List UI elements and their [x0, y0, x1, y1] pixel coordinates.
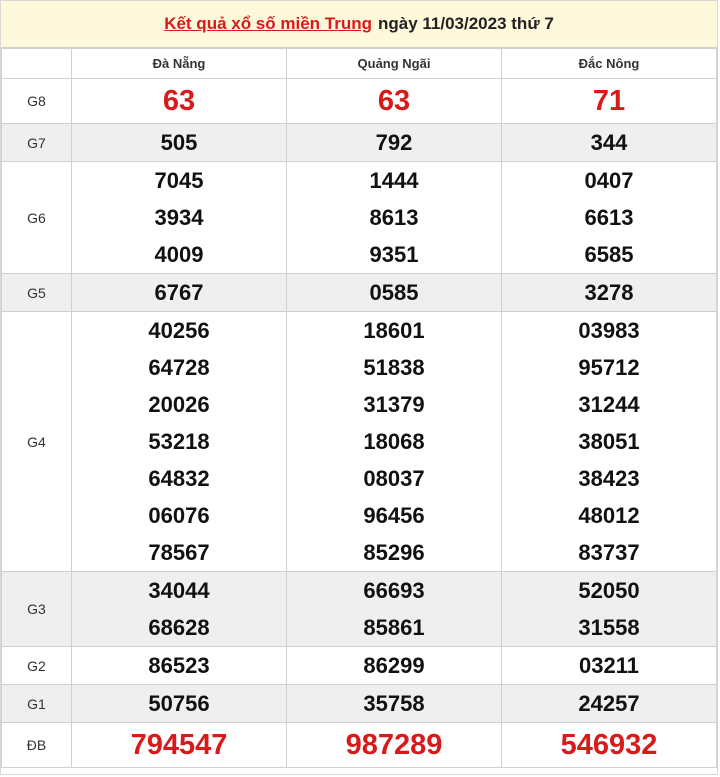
- prize-row-g1: [2, 685, 717, 723]
- prize-cell: [502, 79, 717, 124]
- results-title: [1, 1, 717, 48]
- prize-number: 31379: [363, 392, 425, 417]
- prize-cell: [287, 572, 502, 647]
- prize-number: 63: [162, 85, 196, 117]
- prize-number: 3278: [584, 280, 634, 305]
- prize-row-g3: [2, 572, 717, 647]
- prize-number: 63: [377, 85, 411, 117]
- prize-number: 1444: [369, 168, 419, 193]
- prize-number: 50756: [148, 691, 210, 716]
- prize-number: 96456: [363, 503, 425, 528]
- prize-row-db: [2, 723, 717, 768]
- prize-number: 51838: [363, 355, 425, 380]
- prize-cell: [287, 312, 502, 572]
- prize-cell: [72, 79, 287, 124]
- prize-number: 48012: [578, 503, 640, 528]
- prize-number: 95712: [578, 355, 640, 380]
- prize-number: 86299: [363, 653, 425, 678]
- prize-cell: [72, 647, 287, 685]
- prize-label: G8: [2, 79, 72, 124]
- prize-row-g7: [2, 124, 717, 162]
- province-header: Quảng Ngãi: [287, 49, 502, 79]
- prize-cell: [287, 162, 502, 274]
- prize-label: G6: [2, 162, 72, 274]
- header-row: [2, 49, 717, 79]
- prize-number: 06076: [148, 503, 210, 528]
- prize-row-g8: [2, 79, 717, 124]
- prize-label: G3: [2, 572, 72, 647]
- prize-cell: [287, 274, 502, 312]
- prize-cell: [72, 312, 287, 572]
- prize-cell: [72, 685, 287, 723]
- prize-cell: [287, 685, 502, 723]
- prize-cell: [72, 572, 287, 647]
- prize-number: 86523: [148, 653, 210, 678]
- prize-number: 18068: [363, 429, 425, 454]
- prize-label: ĐB: [2, 723, 72, 768]
- prize-number: 24257: [578, 691, 640, 716]
- prize-row-g4: [2, 312, 717, 572]
- prize-label: G4: [2, 312, 72, 572]
- prize-number: 546932: [560, 729, 658, 761]
- prize-number: 6767: [154, 280, 204, 305]
- prize-number: 505: [160, 130, 198, 155]
- prize-cell: [502, 572, 717, 647]
- prize-number: 987289: [345, 729, 443, 761]
- prize-number: 08037: [363, 466, 425, 491]
- prize-number: 6613: [584, 205, 634, 230]
- header-blank: [2, 49, 72, 79]
- prize-cell: [72, 162, 287, 274]
- prize-number: 53218: [148, 429, 210, 454]
- prize-number: 31244: [578, 392, 640, 417]
- prize-number: 03983: [578, 318, 640, 343]
- prize-cell: [72, 274, 287, 312]
- prize-row-g5: [2, 274, 717, 312]
- prize-cell: [72, 723, 287, 768]
- prize-number: 38423: [578, 466, 640, 491]
- prize-row-g2: [2, 647, 717, 685]
- prize-cell: [502, 162, 717, 274]
- prize-cell: [287, 647, 502, 685]
- prize-number: 52050: [578, 578, 640, 603]
- prize-number: 9351: [369, 242, 419, 267]
- prize-number: 6585: [584, 242, 634, 267]
- prize-number: 85296: [363, 540, 425, 565]
- prize-number: 34044: [148, 578, 210, 603]
- prize-number: 0407: [584, 168, 634, 193]
- prize-number: 64832: [148, 466, 210, 491]
- prize-number: 18601: [363, 318, 425, 343]
- prize-number: 71: [592, 85, 626, 117]
- prize-number: 794547: [130, 729, 228, 761]
- prize-row-g6: [2, 162, 717, 274]
- prize-label: G7: [2, 124, 72, 162]
- prize-number: 38051: [578, 429, 640, 454]
- prize-cell: [502, 124, 717, 162]
- prize-number: 35758: [363, 691, 425, 716]
- prize-cell: [287, 79, 502, 124]
- prize-number: 20026: [148, 392, 210, 417]
- prize-number: 85861: [363, 615, 425, 640]
- prize-number: 7045: [154, 168, 204, 193]
- prize-number: 78567: [148, 540, 210, 565]
- prize-number: 344: [590, 130, 628, 155]
- prize-cell: [502, 274, 717, 312]
- prize-cell: [502, 312, 717, 572]
- prize-number: 68628: [148, 615, 210, 640]
- prize-number: 4009: [154, 242, 204, 267]
- prize-label: G5: [2, 274, 72, 312]
- prize-number: 64728: [148, 355, 210, 380]
- prize-number: 8613: [369, 205, 419, 230]
- results-title-date: ngày 11/03/2023 thứ 7: [378, 14, 554, 33]
- prize-label: G1: [2, 685, 72, 723]
- prize-number: 66693: [363, 578, 425, 603]
- prize-number: 792: [375, 130, 413, 155]
- prize-cell: [502, 647, 717, 685]
- results-title-link[interactable]: Kết quả xổ số miền Trung: [164, 14, 372, 33]
- prize-number: 83737: [578, 540, 640, 565]
- prize-number: 40256: [148, 318, 210, 343]
- province-header: Đắc Nông: [502, 49, 717, 79]
- prize-label: G2: [2, 647, 72, 685]
- prize-cell: [502, 723, 717, 768]
- prize-cell: [287, 723, 502, 768]
- province-header: Đà Nẵng: [72, 49, 287, 79]
- results-table: [1, 48, 717, 768]
- prize-cell: [287, 124, 502, 162]
- prize-number: 3934: [154, 205, 204, 230]
- prize-number: 0585: [369, 280, 419, 305]
- prize-number: 31558: [578, 615, 640, 640]
- prize-cell: [72, 124, 287, 162]
- prize-number: 03211: [579, 653, 639, 678]
- prize-cell: [502, 685, 717, 723]
